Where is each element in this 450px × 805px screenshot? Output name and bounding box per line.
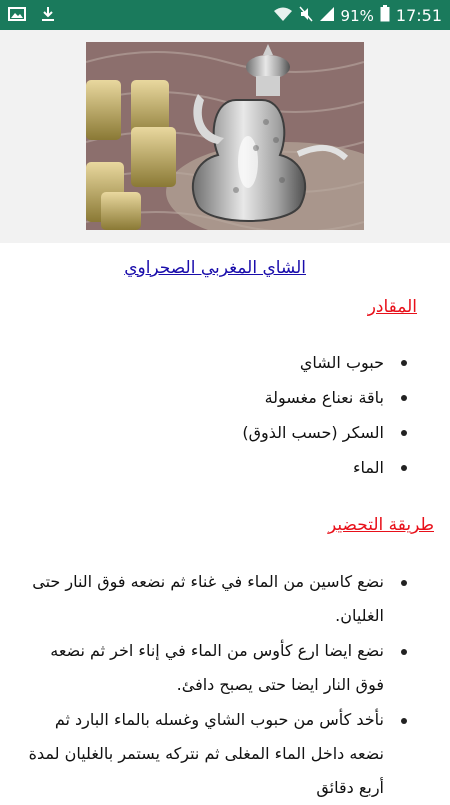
image-icon [8, 6, 26, 26]
tea-photo [86, 42, 364, 230]
bullet-icon [401, 430, 407, 436]
bullet-icon [401, 718, 407, 724]
ingredient-item: باقة نعناع مغسولة [242, 380, 422, 415]
ingredient-item: حبوب الشاي [242, 345, 422, 380]
battery-icon [380, 5, 390, 26]
method-heading: طريقة التحضير [327, 515, 434, 535]
status-bar [0, 0, 450, 30]
steps-list [18, 565, 422, 805]
clock: 17:51 [395, 6, 442, 25]
bullet-icon [401, 649, 407, 655]
ingredient-item: السكر (حسب الذوق) [242, 415, 422, 450]
article-title-link[interactable]: الشاي المغربي الصحراوي [124, 258, 306, 278]
step-item: نضع كاسين من الماء في غناء ثم نضعه فوق النار حتى الغليان. [18, 565, 422, 633]
notification-icons [8, 6, 56, 26]
ingredient-item: الماء [242, 450, 422, 485]
step-item: نضع ايضا ارع كأوس من الماء في إناء اخر ثم نضعه فوق النار ايضا حتى يصبح دافئ. [18, 634, 422, 702]
bullet-icon [401, 465, 407, 471]
battery-percent: 91% [340, 6, 374, 25]
wifi-icon [273, 6, 293, 26]
step-item: نأخد كأس من حبوب الشاي وغسله بالماء البارد ثم نضعه داخل الماء المغلى ثم نتركه يستمر بالغليان لمدة أربع دقائق [18, 703, 422, 805]
ingredients-list [242, 345, 422, 485]
signal-icon [319, 6, 335, 26]
system-status [273, 5, 442, 26]
ingredients-heading: المقادر [367, 297, 417, 317]
bullet-icon [401, 395, 407, 401]
bullet-icon [401, 360, 407, 366]
download-icon [40, 6, 56, 26]
mute-icon [299, 6, 313, 26]
bullet-icon [401, 580, 407, 586]
